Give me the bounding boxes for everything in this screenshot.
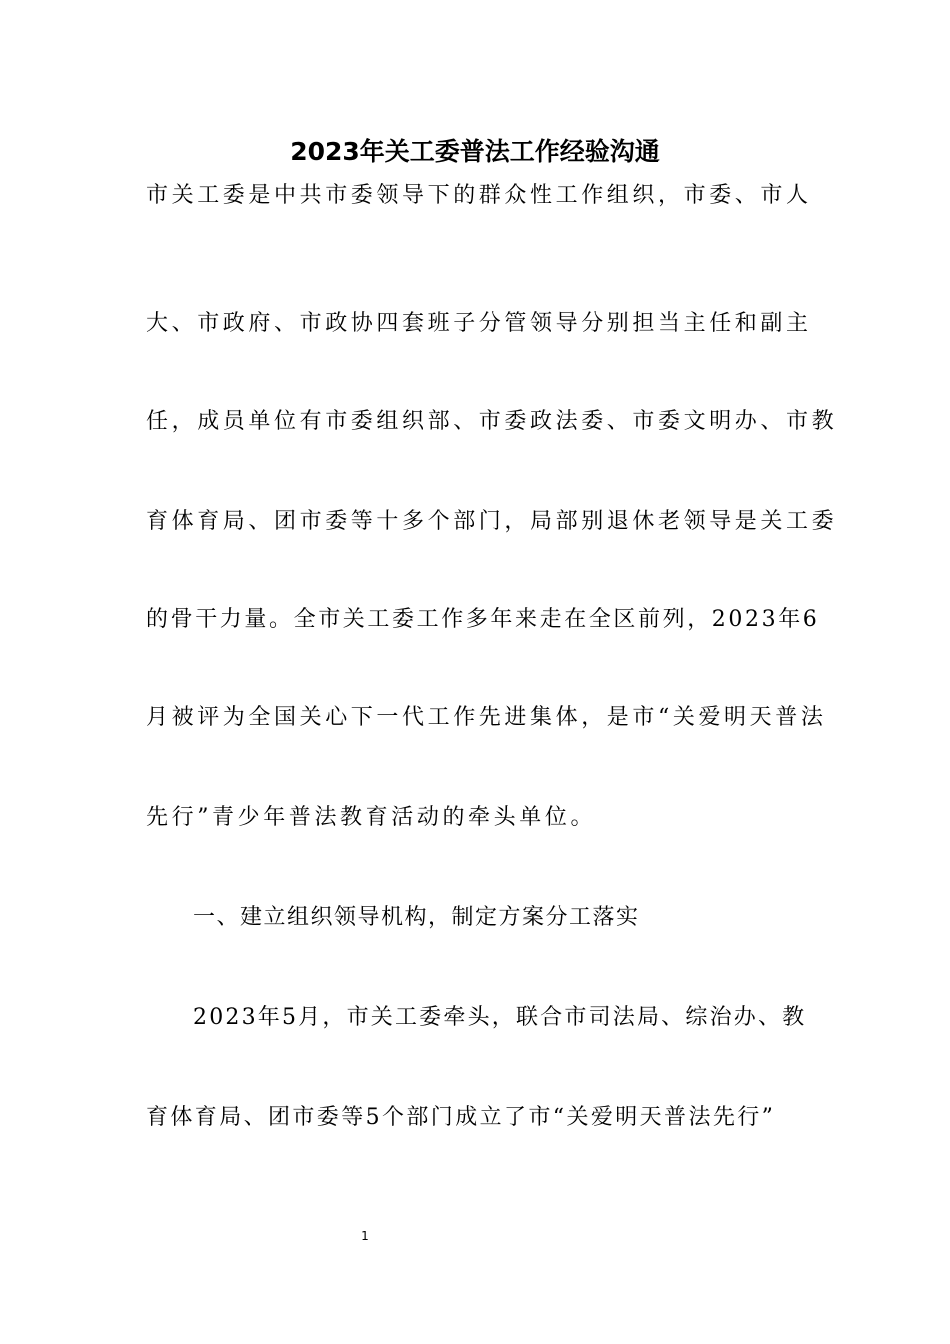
paragraph-line: 的骨干力量。全市关工委工作多年来走在全区前列，2023年6 (146, 607, 820, 632)
paragraph-line: 2023年5月，市关工委牵头，联合市司法局、综治办、教 (193, 1005, 807, 1030)
section-heading: 一、建立组织领导机构，制定方案分工落实 (193, 905, 640, 930)
paragraph-line: 育体育局、团市委等十多个部门，局部别退休老领导是关工委 (146, 509, 838, 534)
paragraph-line: 育体育局、团市委等5个部门成立了市“关爱明天普法先行” (146, 1105, 776, 1130)
page-number: 1 (361, 1229, 369, 1243)
paragraph-line: 月被评为全国关心下一代工作先进集体，是市“关爱明天普法 (146, 705, 827, 730)
paragraph-line: 大、市政府、市政协四套班子分管领导分别担当主任和副主 (146, 311, 812, 336)
paragraph-line: 市关工委是中共市委领导下的群众性工作组织，市委、市人 (146, 183, 812, 208)
document-title: 2023年关工委普法工作经验沟通 (290, 137, 660, 166)
paragraph-line: 任，成员单位有市委组织部、市委政法委、市委文明办、市教 (146, 409, 838, 434)
paragraph-line: 先行”青少年普法教育活动的牵头单位。 (146, 805, 597, 830)
